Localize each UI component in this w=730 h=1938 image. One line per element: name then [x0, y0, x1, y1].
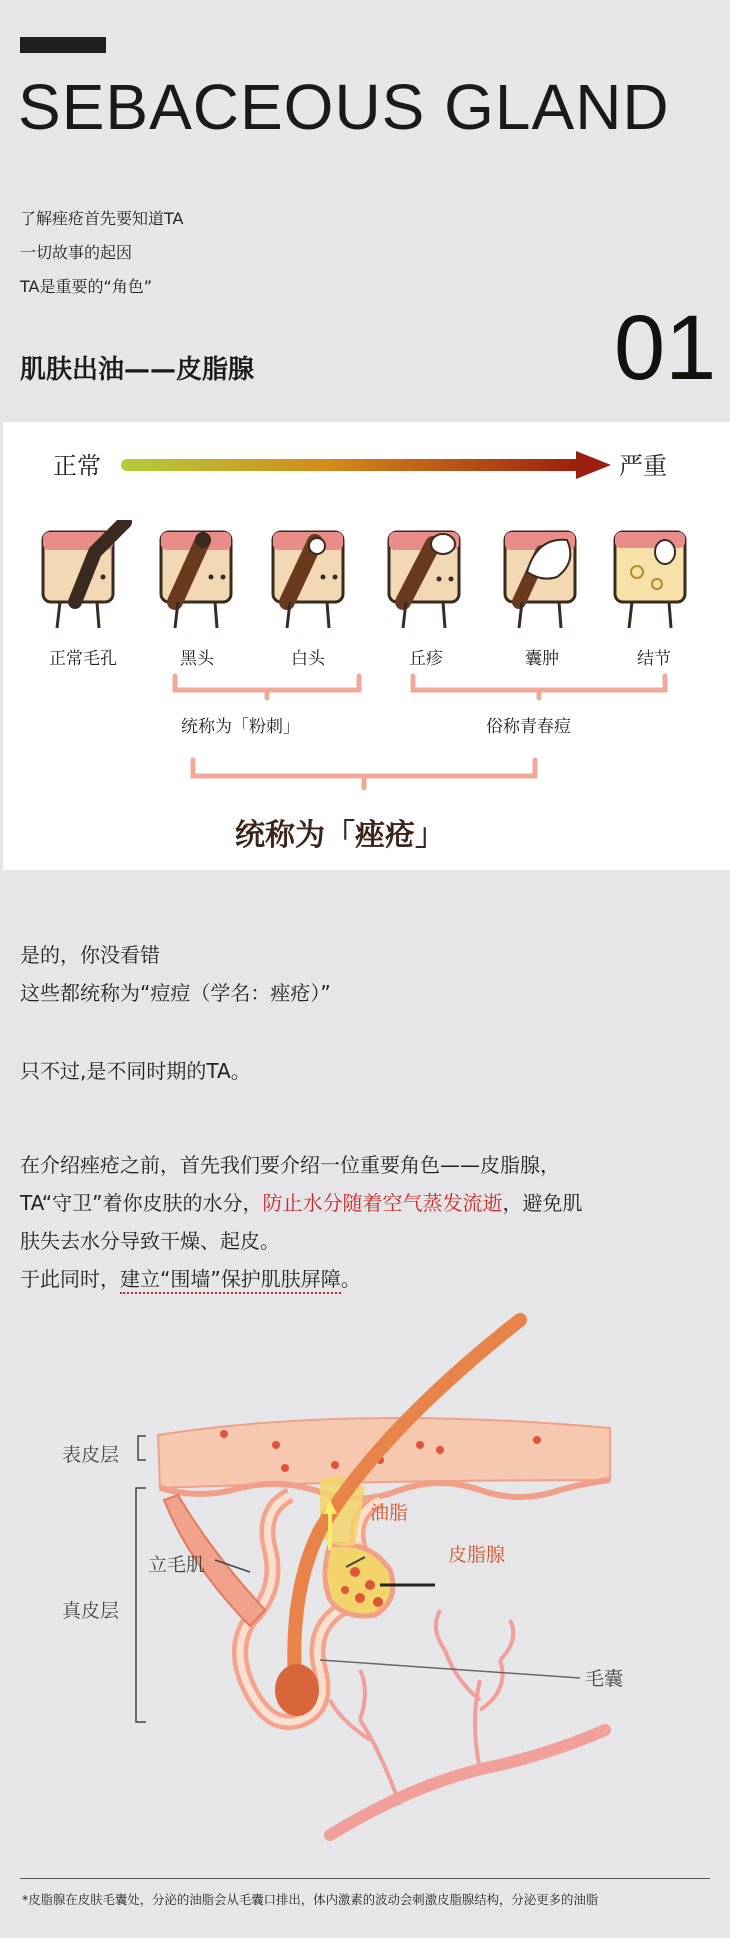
follicle-label: 毛囊 — [585, 1668, 624, 1690]
epidermis-label: 表皮层 — [62, 1444, 120, 1466]
section-subtitle: 肌肤出油——皮脂腺 — [20, 355, 255, 385]
text-span: TA“守卫”着你皮肤的水分， — [20, 1191, 263, 1215]
oil-label: 油脂 — [370, 1502, 409, 1524]
cyst-character — [505, 532, 575, 628]
severity-left-label: 正常 — [53, 452, 101, 480]
whitehead-character — [273, 532, 343, 628]
text-line: 是的，你没看错 — [20, 943, 160, 967]
page-title: SEBACEOUS GLAND — [18, 71, 670, 143]
arrector-pili-label: 立毛肌 — [148, 1554, 206, 1576]
text-span: 。 — [340, 1267, 361, 1291]
severity-arrow — [121, 450, 613, 480]
severity-panel — [3, 422, 730, 870]
text-span: 于此同时， — [20, 1267, 120, 1291]
intro-line: TA是重要的“角色” — [20, 277, 153, 296]
text-line: 在介绍痤疮之前，首先我们要介绍一位重要角色——皮脂腺， — [20, 1153, 560, 1177]
footer-divider — [20, 1878, 710, 1879]
stage-label: 囊肿 — [525, 649, 559, 669]
grouping-brackets — [3, 672, 730, 812]
text-line — [20, 1260, 583, 1298]
footnote: *皮脂腺在皮肤毛囊处，分泌的油脂会从毛囊口排出，体内激素的波动会刺激皮脂腺结构，分泌更多的油脂 — [22, 1892, 599, 1907]
header-bar-decoration — [20, 37, 106, 53]
section-number: 01 — [614, 297, 717, 399]
severity-right-label: 严重 — [619, 452, 667, 480]
dermis-label: 真皮层 — [62, 1600, 120, 1622]
text-line: 肤失去水分导致干燥、起皮。 — [20, 1229, 280, 1253]
papule-character — [389, 532, 459, 628]
underlined-text: 建立“围墙”保护肌肤屏障 — [120, 1267, 341, 1294]
paragraph-1 — [20, 936, 331, 1012]
normal-pore-character — [43, 522, 125, 628]
paragraph-2: 只不过,是不同时期的TA。 — [20, 1059, 251, 1083]
text-line: 这些都统称为“痘痘（学名：痤疮）” — [20, 981, 331, 1005]
intro-line: 一切故事的起因 — [20, 243, 133, 262]
group1-label: 统称为「粉刺」 — [181, 717, 300, 737]
intro-line: 了解痤疮首先要知道TA — [20, 209, 184, 228]
stage-label: 结节 — [637, 649, 671, 669]
skin-diagram — [0, 1310, 730, 1850]
stage-label: 正常毛孔 — [49, 649, 117, 669]
intro-text — [20, 202, 183, 304]
overall-label: 统称为「痤疮」 — [235, 818, 445, 853]
stage-label: 白头 — [291, 649, 325, 669]
text-span: ，避免肌 — [502, 1191, 583, 1215]
text-line — [20, 1184, 583, 1222]
nodule-character — [615, 532, 685, 628]
sebaceous-gland-label: 皮脂腺 — [448, 1544, 506, 1566]
stage-label: 丘疹 — [409, 649, 443, 669]
paragraph-3 — [20, 1146, 583, 1298]
group2-label: 俗称青春痘 — [486, 717, 571, 737]
blackhead-character — [161, 532, 231, 628]
stage-label: 黑头 — [180, 649, 214, 669]
highlight-text: 防止水分随着空气蒸发流逝 — [262, 1191, 503, 1215]
stage-illustrations — [3, 520, 730, 640]
